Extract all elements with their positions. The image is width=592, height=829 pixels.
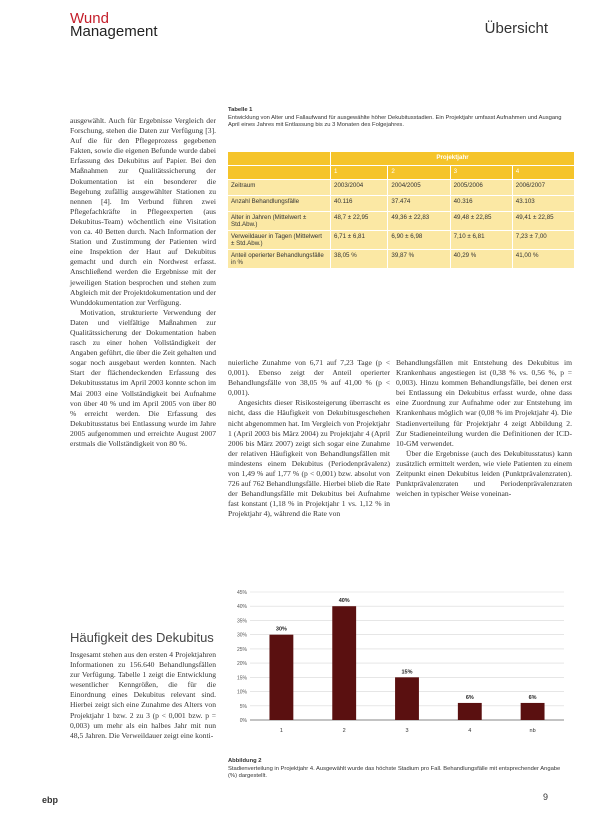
x-category-label: 2 (342, 728, 346, 734)
column-2-body (228, 358, 390, 520)
y-tick-label: 15% (236, 675, 247, 682)
x-category-label: 3 (405, 728, 409, 734)
stage-distribution-chart (230, 588, 570, 738)
y-tick-label: 35% (236, 618, 247, 625)
table-row (228, 212, 575, 231)
row-label: Verweildauer in Tagen (Mittelwert ± Std.Abw.) (228, 231, 331, 250)
y-tick-label: 45% (236, 590, 247, 596)
chart-bar (332, 606, 356, 720)
bar-value-label: 6% (528, 694, 537, 701)
column-1-body (70, 116, 216, 449)
table-caption (228, 107, 573, 130)
table-cell: 49,48 ± 22,85 (450, 212, 512, 231)
bar-value-label: 15% (401, 669, 413, 676)
table-cell: 41,00 % (512, 250, 574, 269)
table-caption-text: Entwicklung von Alter und Fallaufwand für ausgewählte höher Dekubitusstadien. Ein Projektjahr umfasst Aufnahmen und Ausgang April eines Jahres mit Entlassung bis zu 3 Monaten des Folgejahres. (228, 114, 562, 129)
column-3-body (396, 358, 572, 499)
figure-caption-text: Stadienverteilung in Projektjahr 4. Ausgewählt wurde das höchste Stadium pro Fall. Behandlungsfälle mit entsprechender Angabe (%) dargestellt. (228, 765, 561, 780)
magazine-logo (70, 12, 158, 38)
table-cell: 2003/2004 (331, 180, 388, 196)
table-cell: 38,05 % (331, 250, 388, 269)
chart-bar (521, 703, 545, 720)
table-row (228, 196, 575, 212)
x-category-label: 4 (468, 728, 472, 734)
table-cell: 6,90 ± 6,98 (388, 231, 450, 250)
y-tick-label: 30% (236, 632, 247, 639)
footer-logo: ebp (42, 795, 59, 805)
bar-value-label: 6% (465, 694, 474, 701)
section-title: Übersicht (484, 20, 548, 37)
table-col-header: 4 (512, 166, 574, 180)
table-corner (228, 152, 331, 166)
logo-management: Management (70, 23, 158, 40)
chart-bar (395, 677, 419, 720)
x-category-label: 1 (279, 728, 283, 734)
table-col-header: 3 (450, 166, 512, 180)
table-row (228, 250, 575, 269)
table-cell: 40,29 % (450, 250, 512, 269)
table-cell: 2005/2006 (450, 180, 512, 196)
table-cell: 7,23 ± 7,00 (512, 231, 574, 250)
chart-bar (458, 703, 482, 720)
y-tick-label: 25% (236, 646, 247, 653)
table-col-header: 1 (331, 166, 388, 180)
bar-value-label: 30% (275, 626, 287, 633)
row-label: Alter in Jahren (Mittelwert ± Std.Abw.) (228, 212, 331, 231)
row-label: Anteil operierter Behandlungsfälle in % (228, 250, 331, 269)
section-heading: Häufigkeit des Dekubitus (70, 630, 214, 645)
table-cell: 49,36 ± 22,83 (388, 212, 450, 231)
figure-caption (228, 758, 568, 781)
page-number: 9 (542, 792, 548, 802)
table-cell: 2004/2005 (388, 180, 450, 196)
table-row (228, 180, 575, 196)
col3-paragraph-2: Über die Ergebnisse (auch des Dekubitusstatus) kann zusätzlich ermittelt werden, wie viele Patienten zu einem Zeitpunkt einen Dekubitus leiden (Punktprävalenzraten). Punktprävalenzraten und Periodenprävalenzraten weichen in typischer Weise voneinan- (396, 448, 572, 499)
table-cell: 6,71 ± 6,81 (331, 231, 388, 250)
table-cell: 39,87 % (388, 250, 450, 269)
col2-paragraph-2: Angesichts dieser Risikosteigerung überrascht es nicht, dass die Häufigkeit von Dekubitusgeschehen nicht abgenommen hat. Im Vergleich von Projektjahr 1 (April 2003 bis März 2004) zu Projektjahr 4 (April 2006 bis März 2007) zeigt sich sogar eine Zunahme der relativen Häufigkeit von Behandlungsfällen mit mindestens einem Dekubitus (Periodenprävalenz) von 1,49 % auf 1,77 % (p < 0,001) bzw. absolut von 726 auf 762 Behandlungsfälle. Hierbei blieb die Rate der Behandlungsfälle mit Dekubitus bei Aufnahme fast konstant (1,18 % in Projektjahr 1 vs. 1,12 % in Projektjahr 4), während die Rate von (228, 398, 390, 519)
y-tick-label: 40% (236, 604, 247, 611)
col1b-paragraph: Insgesamt stehen aus den ersten 4 Projektjahren Informationen zu 156.640 Behandlungsfällen zur Verfügung. Tabelle 1 zeigt die Entwicklung wesentlicher Kenngrößen, die für die Einordnung eines Dekubitus relevant sind. Hierbei zeigt sich eine Zunahme des Alters von Projektjahr 1 bzw. 2 zu 3 (p < 0,001 bzw. p = 0,003) um mehr als ein halbes Jahr mit nun 48,5 Jahren. Die Verweildauer zeigt eine konti- (70, 650, 216, 740)
table-cell: 49,41 ± 22,85 (512, 212, 574, 231)
col1-paragraph-2: Motivation, strukturierte Verwendung der Daten und vielfältige Maßnahmen zur Qualitätssicherung der Dokumentation haben rasch zu einer hohen Vollständigkeit der Angaben geführt, die über die Zeit gehalten und sogar noch ausgebaut werden konnten. Nach Start der flächendeckenden Erfassung des Dekubitusstatus im April 2003 konnte schon im Mai 2003 eine Vollständigkeit bei Aufnahme von über 40 % und im April 2005 von über 80 % erreicht werden. Die Erfassung des Dekubitusstatus bei Entlassung wurde im Jahre 2005 aufgenommen und erreichte August 2007 erstmals die Vollständigkeit von 80 %. (70, 307, 216, 448)
row-label: Anzahl Behandlungsfälle (228, 196, 331, 212)
table-header: Projektjahr (331, 152, 575, 166)
table-cell: 37.474 (388, 196, 450, 212)
bar-value-label: 40% (338, 598, 350, 605)
table-caption-label: Tabelle 1 (228, 107, 253, 113)
data-table (228, 152, 575, 269)
table-cell: 7,10 ± 6,81 (450, 231, 512, 250)
col3-paragraph-1: Behandlungsfällen mit Entstehung des Dekubitus im Krankenhaus angestiegen ist (0,38 % vs. 0,56 %, p = 0,003). Hinzu kommen Behandlungsfälle, bei denen erst bei Entlassung ein Dekubitus erfasst wurde, ohne dass eine Zuordnung zur Aufnahme oder zur Entstehung im Krankenhaus möglich war (0,08 % im Projektjahr 4). Die Stadienverteilung für Projektjahr 4 zeigt Abbildung 2. Zur Stadieneinteilung wurden die Definitionen der ICD-10-GM verwendet. (396, 358, 572, 448)
table-cell: 2006/2007 (512, 180, 574, 196)
column-1b-body (70, 650, 216, 741)
table-cell: 48,7 ± 22,95 (331, 212, 388, 231)
table-cell: 40.316 (450, 196, 512, 212)
x-category-label: nb (529, 728, 536, 734)
logo-wund: Wund (70, 10, 109, 27)
table-cell: 40.116 (331, 196, 388, 212)
table-row (228, 231, 575, 250)
y-tick-label: 10% (236, 689, 247, 696)
y-tick-label: 20% (236, 661, 247, 668)
col1-paragraph-1: ausgewählt. Auch für Ergebnisse Vergleich der Forschung, stehen die Daten zur Verfügung [3]. Auf die für den Pflegeprozess gegebenen Fakten, sowie die eigenen Befunde wurde dabei Erfassung des Dekubitus auf Papier. Bei den Maßnahmen zur Qualitätssicherung der Dokumentation ist ein besonderer die Begehung zufällig ausgewählter Stationen zu nennen [4]. Im Verbund führen zwei Pflegefachkräfte in Pflegeexperten (aus Dekubitus-Team) wöchentlich eine Visitation von ca. 40 Betten durch. Nach Information der Station und Zustimmung der Patienten wird eine Inspektion der Haut auf Dekubitus gemacht und durch ein Nordwest erfasst. Anschließend werden die Ergebnisse mit der jeweiligen Station besprochen und stehen zum Abgleich mit der Projektdokumentation und der Wunddokumentation zur Verfügung. (70, 116, 216, 307)
figure-caption-label: Abbildung 2 (228, 758, 262, 764)
y-tick-label: 5% (239, 703, 247, 710)
table-cell: 43.103 (512, 196, 574, 212)
table-sub-corner (228, 166, 331, 180)
chart-bar (269, 635, 293, 720)
y-tick-label: 0% (239, 718, 247, 724)
col2-paragraph-1: nuierliche Zunahme von 6,71 auf 7,23 Tage (p < 0,001). Ebenso zeigt der Anteil operierter Behandlungsfälle von 38,05 % auf 41,00 % (p < 0,001). (228, 358, 390, 398)
table-col-header: 2 (388, 166, 450, 180)
row-label: Zeitraum (228, 180, 331, 196)
